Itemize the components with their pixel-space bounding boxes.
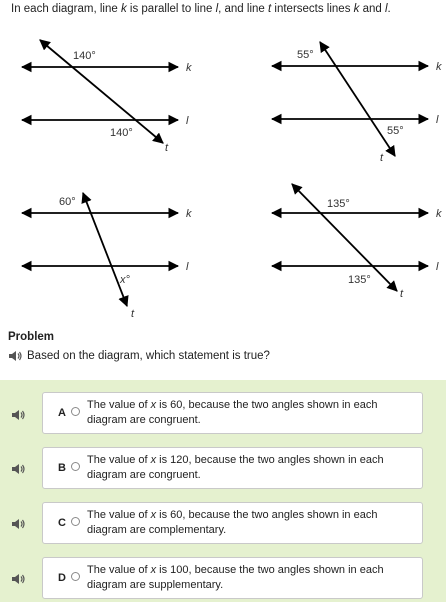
radio-button[interactable]: [71, 462, 80, 471]
radio-button[interactable]: [71, 517, 80, 526]
option-letter: C: [58, 517, 66, 529]
answer-option-c[interactable]: [42, 502, 423, 544]
label-k: k: [436, 61, 442, 73]
label-l: l: [186, 115, 189, 127]
answers-panel: [0, 380, 446, 602]
angle-label-bottom: 140°: [110, 127, 133, 139]
radio-button[interactable]: [71, 572, 80, 581]
label-t: t: [400, 288, 404, 300]
option-text: The value of x is 120, because the two angles shown in each diagram are congruent.: [87, 454, 384, 481]
angle-label-top: 140°: [73, 50, 96, 62]
speaker-icon[interactable]: [11, 463, 25, 475]
label-k: k: [436, 208, 442, 220]
diagram-4: [272, 184, 442, 300]
label-k: k: [186, 208, 192, 220]
answer-option-a[interactable]: [42, 392, 423, 434]
line-t: [40, 40, 163, 143]
radio-button[interactable]: [71, 407, 80, 416]
angle-label-x: x°: [120, 274, 130, 286]
diagram-1: [22, 40, 192, 154]
label-k: k: [186, 62, 192, 74]
option-text: The value of x is 100, because the two angles shown in each diagram are supplementary.: [87, 564, 384, 591]
option-text: The value of x is 60, because the two angles shown in each diagram are complementary.: [87, 509, 378, 536]
angle-label-top: 55°: [297, 49, 314, 61]
line-t: [83, 193, 127, 306]
angle-label-bottom: 135°: [348, 274, 371, 286]
problem-prompt: [8, 348, 270, 364]
speaker-icon[interactable]: [8, 350, 22, 362]
speaker-icon[interactable]: [11, 573, 25, 585]
problem-prompt-text: Based on the diagram, which statement is true?: [27, 350, 270, 362]
option-letter: B: [58, 462, 66, 474]
problem-title: Problem: [8, 331, 55, 343]
label-l: l: [436, 114, 439, 126]
option-text: The value of x is 60, because the two angles shown in each diagram are congruent.: [87, 399, 378, 426]
label-t: t: [131, 308, 135, 320]
angle-label-bottom: 55°: [387, 125, 404, 137]
label-l: l: [186, 261, 189, 273]
instructions-text: In each diagram, line k is parallel to line l, and line t intersects lines k and l.: [11, 3, 391, 15]
diagram-3: [22, 193, 192, 320]
label-l: l: [436, 261, 439, 273]
option-letter: D: [58, 572, 66, 584]
angle-label-top: 135°: [327, 198, 350, 210]
angle-label-top: 60°: [59, 196, 76, 208]
option-letter: A: [58, 407, 66, 419]
speaker-icon[interactable]: [11, 409, 25, 421]
answer-option-b[interactable]: [42, 447, 423, 489]
diagram-2: [272, 42, 442, 164]
label-t: t: [165, 142, 169, 154]
answer-option-d[interactable]: [42, 557, 423, 599]
speaker-icon[interactable]: [11, 518, 25, 530]
label-t: t: [380, 152, 384, 164]
line-t: [320, 42, 395, 156]
